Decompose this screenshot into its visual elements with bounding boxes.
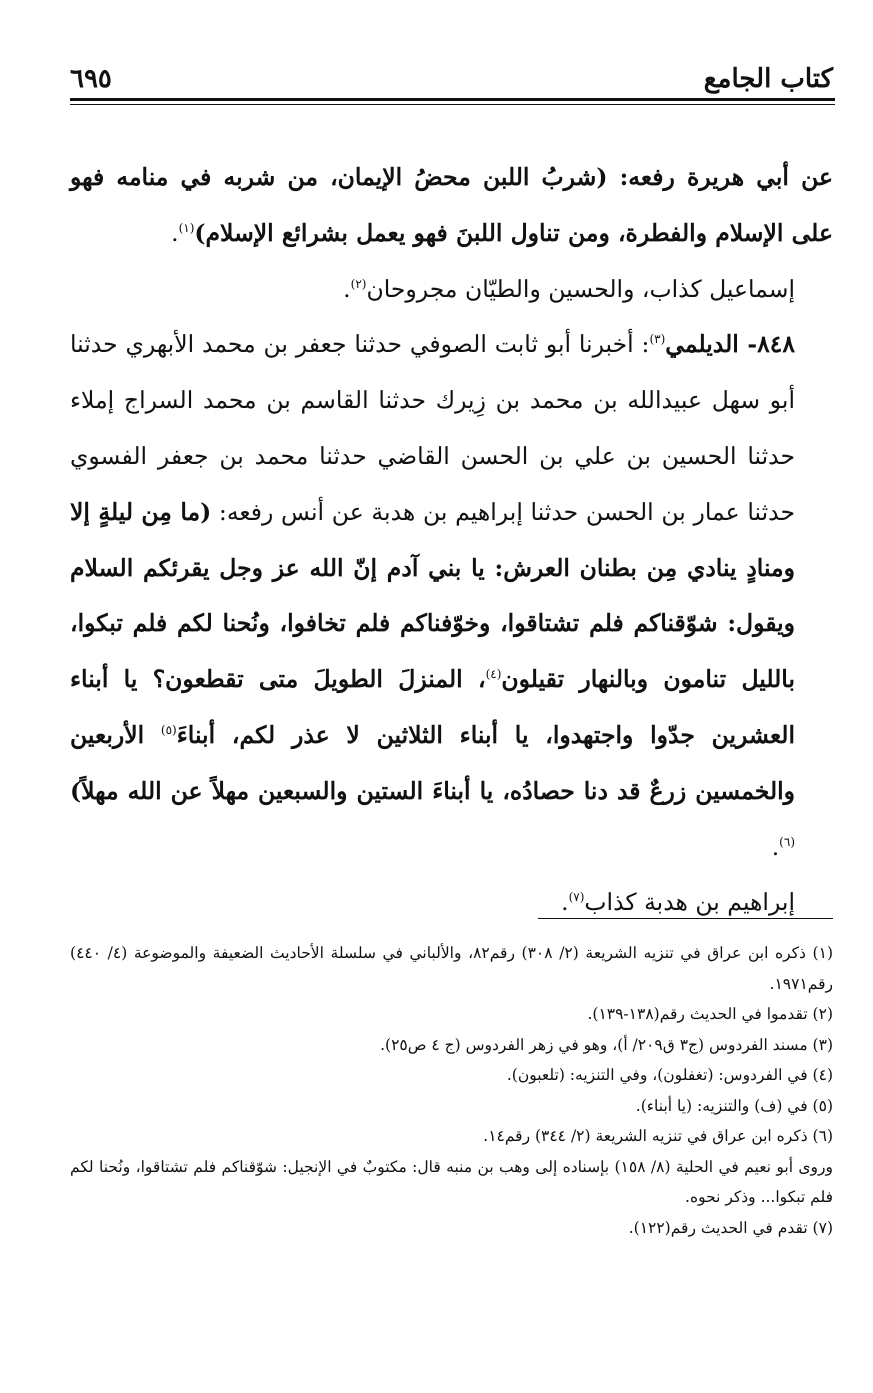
footnote-ref: (١) xyxy=(178,220,195,235)
paragraph-4 xyxy=(70,875,833,931)
page-number: ٦٩٥ xyxy=(70,64,112,94)
footnote-4: (٤) في الفردوس: (تغفلون)، وفي التنزيه: (تلعبون). xyxy=(506,1066,833,1084)
footnote-separator xyxy=(538,918,833,919)
hadith-number: ٨٤٨- الديلمي xyxy=(665,330,795,359)
period: . xyxy=(561,888,569,917)
footnotes xyxy=(70,938,833,1243)
footnote-ref: (٢) xyxy=(350,276,367,291)
footnote-ref: (٤) xyxy=(485,667,502,682)
footnote-3: (٣) مسند الفردوس (ج٣ ق٢٠٩/ أ)، وهو في زهر الفردوس (ج ٤ ص٢٥). xyxy=(380,1035,833,1054)
footnote-2: (٢) تقدموا في الحديث رقم(١٣٨-١٣٩). xyxy=(587,1005,833,1023)
footnote-ref: (٧) xyxy=(568,890,585,905)
footnote-6-continued: وروى أبو نعيم في الحلية (٨/ ١٥٨) بإسناده إلى وهب بن منبه قال: مكتوبٌ في الإنجيل: شوّقناكم فلم تشتاقوا، ونُحنا لكم فلم تبكوا... وذكر نحوه. xyxy=(70,1157,833,1206)
narrator-note: إبراهيم بن هدبة كذاب xyxy=(584,888,795,917)
footnote-ref: (٥) xyxy=(160,723,177,738)
paragraph-1: عن أبي هريرة رفعه: (شربُ اللبن محضُ الإيمان، من شربه في منامه فهو على الإسلام والفطرة، ومن تناول اللبنَ فهو يعمل بشرائع الإسلام)$^{(١)}$. xyxy=(70,163,833,247)
narrator-note: إسماعيل كذاب، والحسين والطيّان مجروحان xyxy=(366,274,795,303)
footnote-ref: (٦) xyxy=(779,834,795,849)
hadith-text-c: الأربعين والخمسين زرعٌ قد دنا حصادُه، يا أبناءَ الستين والسبعين مهلاً عن الله مهلاً) xyxy=(70,720,795,805)
footnote-6: (٦) ذكره ابن عراق في تنزيه الشريعة (٢/ ٣٤٤) رقم١٤. xyxy=(483,1127,833,1145)
main-text xyxy=(70,150,833,931)
header-rule-thin xyxy=(70,104,835,105)
hadith-text-b: ، المنزلَ الطويلَ متى تقطعون؟ يا أبناء العشرين جدّوا واجتهدوا، يا أبناء الثلاثين لا عذر لكم، أبناءَ xyxy=(70,665,796,749)
paragraph-2: إسماعيل كذاب، والحسين والطيّان مجروحان$^{(٢)}$. xyxy=(343,274,795,303)
running-title: كتاب الجامع xyxy=(703,64,833,94)
header-rule-thick xyxy=(70,98,835,101)
paragraph-3 xyxy=(70,317,833,875)
footnote-5: (٥) في (ف) والتنزيه: (يا أبناء). xyxy=(635,1096,833,1115)
hadith-text-a: (ما مِن ليلةٍ إلا ومنادٍ ينادي مِن بطنان العرش: يا بني آدم إنّ الله عز وجل يقرئكم السلام ويقول: شوّقناكم فلم تشتاقوا، وخوّفناكم فلم تخافوا، ونُحنا لكم فلم تبكوا، بالليل تنامون وبالنهار تقيلون xyxy=(70,497,795,694)
footnote-1: (١) ذكره ابن عراق في تنزيه الشريعة (٢/ ٣٠٨) رقم٨٢، والألباني في سلسلة الأحاديث الضعيفة والموضوعة (٤/ ٤٤٠) رقم١٩٧١. xyxy=(70,944,833,993)
isnad-text: : أخبرنا أبو ثابت الصوفي حدثنا جعفر بن محمد الأبهري حدثنا أبو سهل عبيدالله بن محمد بن زِيرك حدثنا القاسم بن محمد السراج إملاء حدثنا الحسين بن علي بن الحسن القاضي حدثنا محمد بن جعفر الفسوي حدثنا عمار بن الحسن حدثنا إبراهيم بن هدبة عن أنس رفعه: xyxy=(70,330,795,526)
footnote-ref: (٣) xyxy=(649,332,666,347)
footnote-7: (٧) تقدم في الحديث رقم(١٢٢). xyxy=(628,1218,833,1237)
page-header xyxy=(70,54,833,94)
hadith-text: عن أبي هريرة رفعه: (شربُ اللبن محضُ الإيمان، من شربه في منامه فهو على الإسلام والفطرة، ومن تناول اللبنَ فهو يعمل بشرائع الإسلام) xyxy=(70,163,833,247)
period: . xyxy=(771,832,780,861)
